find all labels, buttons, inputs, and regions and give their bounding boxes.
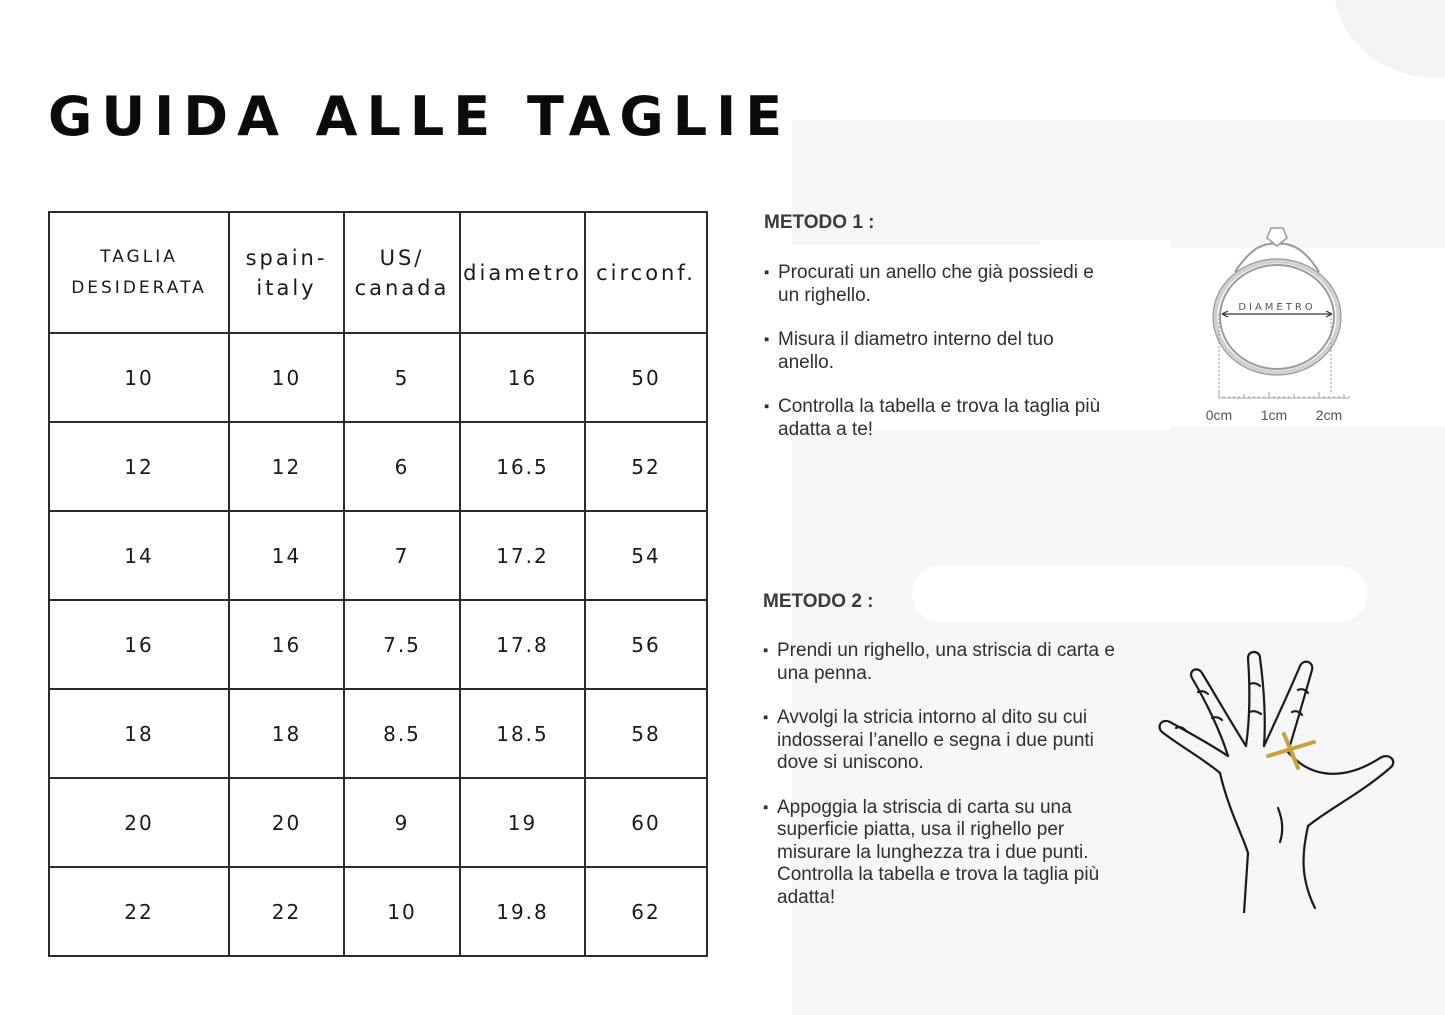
step-line: un righello. — [778, 284, 871, 306]
table-cell: 18 — [49, 689, 229, 778]
table-row — [49, 422, 707, 511]
table-cell: 10 — [49, 333, 229, 422]
table-cell: 7.5 — [344, 600, 460, 689]
bg-pill-shape — [912, 566, 1367, 622]
step-line: superficie piatta, usa il righello per — [777, 819, 1065, 840]
bullet-icon: ▪ — [764, 331, 770, 348]
header-spain-italy — [229, 212, 344, 333]
ring-diameter-label: DIAMETRO — [1238, 302, 1316, 313]
header-circonf — [585, 212, 707, 333]
table-cell: 6 — [344, 422, 460, 511]
table-cell: 16 — [229, 600, 344, 689]
method2-step — [763, 640, 1163, 685]
method1-step — [764, 262, 1164, 307]
table-cell: 5 — [344, 333, 460, 422]
table-cell: 10 — [229, 333, 344, 422]
table-cell: 18 — [229, 689, 344, 778]
ring-diameter-illustration — [1195, 224, 1375, 434]
table-cell: 7 — [344, 511, 460, 600]
method1-steps — [764, 262, 1164, 463]
header-line: TAGLIA — [100, 246, 178, 267]
table-cell: 20 — [229, 778, 344, 867]
table-header-row — [49, 212, 707, 333]
bullet-icon: ▪ — [764, 398, 770, 415]
header-line: diametro — [463, 260, 582, 285]
header-line: italy — [256, 275, 317, 300]
table-cell: 50 — [585, 333, 707, 422]
table-cell: 62 — [585, 867, 707, 956]
bullet-icon: ▪ — [764, 264, 770, 281]
header-line: DESIDERATA — [71, 277, 207, 298]
ruler-label-0: 0cm — [1205, 407, 1233, 423]
table-cell: 19.8 — [460, 867, 585, 956]
table-cell: 14 — [229, 511, 344, 600]
bullet-icon: ▪ — [763, 642, 769, 659]
table-cell: 9 — [344, 778, 460, 867]
step-line: Controlla la tabella e trova la taglia più — [777, 864, 1100, 885]
size-table — [48, 211, 708, 957]
bullet-icon: ▪ — [763, 798, 769, 816]
bullet-icon: ▪ — [763, 709, 769, 726]
ruler-label-1: 1cm — [1260, 407, 1288, 423]
table-cell: 60 — [585, 778, 707, 867]
header-us-canada — [344, 212, 460, 333]
table-row — [49, 600, 707, 689]
table-cell: 52 — [585, 422, 707, 511]
header-diametro — [460, 212, 585, 333]
table-cell: 14 — [49, 511, 229, 600]
table-row — [49, 689, 707, 778]
step-line: indosserai l’anello e segna i due punti — [777, 729, 1094, 751]
table-cell: 12 — [49, 422, 229, 511]
table-cell: 56 — [585, 600, 707, 689]
method1-title: METODO 1 : — [764, 212, 875, 233]
table-cell: 54 — [585, 511, 707, 600]
header-taglia-desiderata — [49, 212, 229, 333]
table-cell: 16 — [49, 600, 229, 689]
table-cell: 16 — [460, 333, 585, 422]
step-line: Prendi un righello, una striscia di carta e — [777, 640, 1115, 661]
bg-corner-shape — [1335, 0, 1445, 78]
step-line: Appoggia la striscia di carta su una — [777, 796, 1072, 818]
header-line: circonf. — [596, 260, 696, 285]
table-cell: 22 — [49, 867, 229, 956]
header-line: US/ — [379, 245, 425, 270]
table-row — [49, 333, 707, 422]
table-cell: 10 — [344, 867, 460, 956]
page-title: GUIDA ALLE TAGLIE — [48, 85, 792, 148]
table-cell: 19 — [460, 778, 585, 867]
step-line: misurare la lunghezza tra i due punti. — [777, 841, 1089, 863]
step-line: Procurati un anello che già possiedi e — [778, 262, 1094, 283]
method2-step — [763, 707, 1163, 775]
ruler-label-2: 2cm — [1315, 407, 1343, 423]
step-line: dove si uniscono. — [777, 752, 924, 773]
header-line: spain- — [245, 245, 328, 270]
method2-steps — [763, 640, 1163, 931]
table-cell: 8.5 — [344, 689, 460, 778]
method2-step — [763, 797, 1163, 910]
table-body — [49, 333, 707, 956]
step-line: una penna. — [777, 662, 873, 684]
step-line: Controlla la tabella e trova la taglia più — [778, 396, 1101, 417]
table-row — [49, 867, 707, 956]
table-cell: 17.2 — [460, 511, 585, 600]
step-line: anello. — [778, 351, 834, 373]
step-line: adatta! — [777, 886, 836, 908]
table-cell: 16.5 — [460, 422, 585, 511]
step-line: Misura il diametro interno del tuo — [778, 329, 1054, 350]
table-cell: 12 — [229, 422, 344, 511]
table-cell: 20 — [49, 778, 229, 867]
hand-icon — [1150, 648, 1400, 913]
step-line: Avvolgi la stricia intorno al dito su cui — [777, 707, 1088, 728]
method1-step — [764, 329, 1164, 374]
table-cell: 58 — [585, 689, 707, 778]
method1-step — [764, 396, 1164, 441]
header-line: canada — [354, 275, 450, 300]
table-row — [49, 511, 707, 600]
table-row — [49, 778, 707, 867]
step-line: adatta a te! — [778, 418, 874, 440]
table-cell: 18.5 — [460, 689, 585, 778]
method2-title: METODO 2 : — [763, 591, 874, 612]
table-cell: 22 — [229, 867, 344, 956]
table-cell: 17.8 — [460, 600, 585, 689]
